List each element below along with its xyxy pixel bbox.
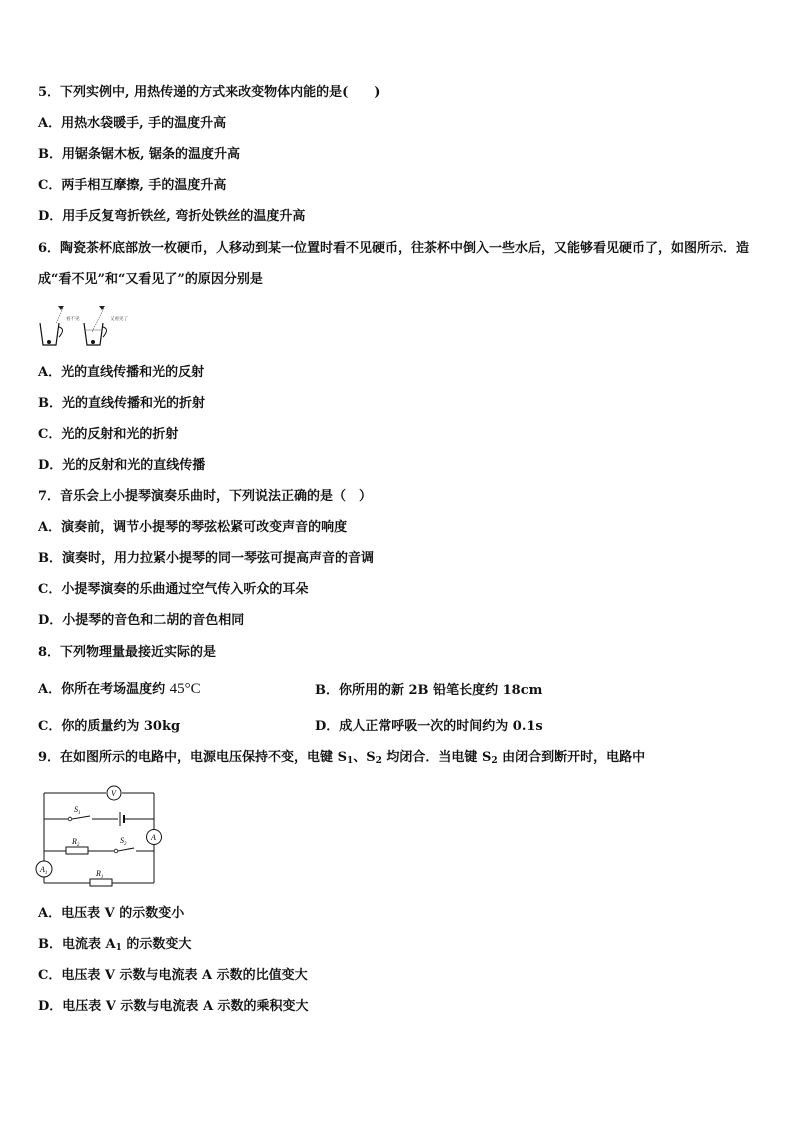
- q6-option-c: C．光的反射和光的折射: [38, 427, 179, 442]
- q7-option-b: B．演奏时，用力拉紧小提琴的同一琴弦可提高声音的音调: [38, 551, 374, 566]
- eye-icon: [58, 306, 64, 310]
- svg-text:A: A: [151, 833, 156, 842]
- q6-cups-figure: [36, 302, 146, 350]
- svg-text:R1: $R_1$: [96, 869, 104, 880]
- q7-option-d: D．小提琴的音色和二胡的音色相同: [38, 613, 245, 628]
- q6-option-d: D．光的反射和光的直线传播: [38, 458, 206, 473]
- svg-text:S1: $S_1$: [74, 805, 81, 816]
- q8-option-d: D．成人正常呼吸一次的时间约为 0.1s: [315, 719, 543, 734]
- svg-text:V: V: [111, 789, 116, 798]
- q7-option-c: C．小提琴演奏的乐曲通过空气传入听众的耳朵: [38, 582, 309, 597]
- q8-option-c: C．你的质量约为 30kg: [38, 719, 181, 734]
- q5-option-c: C．两手相互摩擦, 手的温度升高: [38, 178, 227, 193]
- q8-option-a-value: 45°C: [169, 681, 201, 697]
- svg-text:看不见: 看不见: [66, 317, 80, 322]
- svg-text:R2: $R_2$: [72, 837, 80, 848]
- q7-option-a: A．演奏前，调节小提琴的琴弦松紧可改变声音的响度: [38, 520, 348, 535]
- svg-text:又看见了: 又看见了: [110, 317, 128, 322]
- q9-option-c: C．电压表 V 示数与电流表 A 示数的比值变大: [38, 968, 308, 983]
- q6-stem: 6．陶瓷茶杯底部放一枚硬币，人移动到某一位置时看不见硬币，往茶杯中倒入一些水后，又能够看见硬币了，如图所示．造成“看不见”和“又看见了”的原因分别是: [38, 241, 750, 287]
- q8-stem: 8．下列物理量最接近实际的是: [38, 645, 217, 660]
- svg-text:S2: $S_2$: [120, 836, 127, 847]
- q7-stem: 7．音乐会上小提琴演奏乐曲时，下列说法正确的是（ ）: [38, 489, 373, 504]
- q5-stem: 5．下列实例中, 用热传递的方式来改变物体内能的是( ): [38, 85, 381, 100]
- q9-stem: 9．在如图所示的电路中，电源电压保持不变，电键 $S_1$、$S_2$ 均闭合．当电键 $S_2$ 由闭合到断开时，电路中: [38, 750, 646, 766]
- eye-icon: [99, 306, 105, 310]
- q6-option-b: B．光的直线传播和光的折射: [38, 396, 205, 411]
- q8-option-a: [38, 680, 201, 699]
- q9-circuit-diagram: [34, 785, 170, 889]
- q9-option-b: B．电流表 $A_1$ 的示数变大: [38, 937, 192, 953]
- q8-option-b: B．你所用的新 2B 铅笔长度约 18cm: [315, 683, 543, 698]
- q5-option-a: A．用热水袋暖手, 手的温度升高: [38, 116, 227, 131]
- q9-option-d: D．电压表 V 示数与电流表 A 示数的乘积变大: [38, 999, 309, 1014]
- q9-option-a: A．电压表 V 的示数变小: [38, 906, 185, 921]
- q8-option-a-text: A．你所在考场温度约: [38, 682, 166, 697]
- q5-option-d: D．用手反复弯折铁丝, 弯折处铁丝的温度升高: [38, 209, 306, 224]
- q5-option-b: B．用锯条锯木板, 锯条的温度升高: [38, 147, 241, 162]
- svg-text:A1: $A_1$: [40, 865, 48, 876]
- q6-option-a: A．光的直线传播和光的反射: [38, 365, 205, 380]
